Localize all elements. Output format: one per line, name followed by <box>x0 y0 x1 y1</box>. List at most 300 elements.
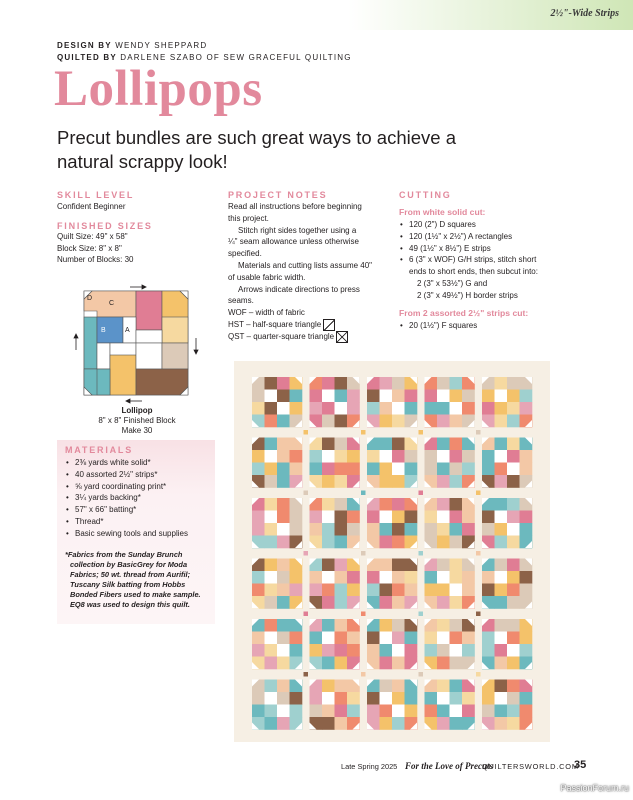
cutting-section <box>399 190 599 331</box>
quilt-cornerstone <box>361 551 366 556</box>
quilt-patch <box>277 475 290 488</box>
quilt-patch <box>347 463 360 476</box>
quilt-patch <box>322 584 335 597</box>
quilt-patch <box>322 390 335 403</box>
quilt-patch <box>482 692 495 705</box>
quilt-patch <box>290 511 303 524</box>
quilt-patch <box>310 584 323 597</box>
quilt-patch <box>380 680 393 693</box>
quilt-patch <box>265 475 278 488</box>
block-label-c: C <box>109 300 115 307</box>
quilt-patch <box>495 498 508 511</box>
quilt-patch <box>265 571 278 584</box>
materials-list <box>65 457 207 540</box>
quilt-patch <box>495 680 508 693</box>
quilt-patch <box>322 450 335 463</box>
quilt-patch <box>425 390 438 403</box>
quilt-patch <box>450 523 463 536</box>
quilt-block <box>425 680 475 730</box>
quilt-cornerstone <box>476 612 481 617</box>
quilt-patch <box>520 402 533 415</box>
quilt-patch <box>462 463 475 476</box>
quilt-patch <box>335 415 348 428</box>
quilt-patch <box>290 705 303 718</box>
notes-line <box>228 319 388 331</box>
quilt-patch <box>277 596 290 609</box>
quilt-patch <box>252 523 265 536</box>
quilt-patch <box>507 390 520 403</box>
quilt-patch <box>347 571 360 584</box>
quilt-patch <box>380 559 393 572</box>
quilt-patch <box>425 511 438 524</box>
quilt-patch <box>482 523 495 536</box>
quilt-block <box>310 680 360 730</box>
block-name: Lollipop <box>121 406 153 415</box>
quilt-patch <box>450 463 463 476</box>
quilt-patch <box>277 657 290 670</box>
quilt-block <box>252 438 302 488</box>
footer-issue: Late Spring 2025 <box>341 762 398 771</box>
left-column <box>57 190 217 266</box>
quilt-patch <box>392 536 405 549</box>
quilt-cornerstone <box>476 672 481 677</box>
quilt-patch <box>425 644 438 657</box>
quilt-patch <box>367 632 380 645</box>
quilt-patch <box>520 571 533 584</box>
quilt-patch <box>507 559 520 572</box>
quilt-block <box>252 377 302 427</box>
skill-value: Confident Beginner <box>57 202 126 211</box>
quilt-label: QUILTED BY <box>57 53 117 62</box>
quilt-patch <box>437 717 450 730</box>
quilt-patch <box>335 438 348 451</box>
quilt-patch <box>437 377 450 390</box>
quilt-patch <box>290 644 303 657</box>
quilt-patch <box>462 523 475 536</box>
quilt-patch <box>277 415 290 428</box>
quilt-patch <box>277 523 290 536</box>
quilt-patch <box>322 536 335 549</box>
quilt-patch <box>265 438 278 451</box>
quilt-patch <box>310 632 323 645</box>
quilt-patch <box>322 717 335 730</box>
quilt-patch <box>437 584 450 597</box>
quilt-patch <box>367 450 380 463</box>
quilt-block <box>252 680 302 730</box>
quilt-cornerstone <box>304 612 309 617</box>
quilt-cornerstone <box>304 551 309 556</box>
quilt-patch <box>252 402 265 415</box>
quilt-patch <box>265 498 278 511</box>
quilt-patch <box>367 644 380 657</box>
quilt-patch <box>367 705 380 718</box>
quilt-cornerstone <box>419 551 424 556</box>
quilt-patch <box>265 511 278 524</box>
quilt-patch <box>380 390 393 403</box>
quilt-cornerstone <box>304 672 309 677</box>
quilt-patch <box>507 438 520 451</box>
quilt-patch <box>322 463 335 476</box>
page-title: Lollipops <box>54 61 263 117</box>
quilt-patch <box>335 498 348 511</box>
quilt-patch <box>380 402 393 415</box>
quilt-patch <box>265 450 278 463</box>
quilt-patch <box>265 584 278 597</box>
quilt-patch <box>335 390 348 403</box>
quilt-cornerstone <box>476 430 481 435</box>
quilt-patch <box>335 559 348 572</box>
quilt-patch <box>507 596 520 609</box>
note-line: Tuscany Silk batting from Hobbs <box>70 579 186 589</box>
quilt-patch <box>392 415 405 428</box>
quilt-patch <box>367 511 380 524</box>
quilt-patch <box>367 402 380 415</box>
quilt-patch <box>392 438 405 451</box>
quilt-patch <box>482 644 495 657</box>
quilt-patch <box>437 680 450 693</box>
quilt-patch <box>310 571 323 584</box>
cut-item: • 20 (1½") F squares <box>399 320 599 332</box>
notes-line: Read all instructions before beginning <box>228 202 362 211</box>
quilt-patch <box>482 390 495 403</box>
quilt-patch <box>425 571 438 584</box>
quilt-patch <box>277 402 290 415</box>
quilt-patch <box>335 657 348 670</box>
quilt-patch <box>450 438 463 451</box>
quilt-patch <box>277 390 290 403</box>
section-tag: 2½"-Wide Strips <box>550 8 619 19</box>
quilt-patch <box>310 511 323 524</box>
quilt-patch <box>405 632 418 645</box>
quilt-patch <box>322 705 335 718</box>
quilt-patch <box>520 523 533 536</box>
quilt-patch <box>507 644 520 657</box>
quilt-patch <box>265 680 278 693</box>
material-item: • 40 assorted 2½" strips* <box>65 469 207 481</box>
quilt-patch <box>392 644 405 657</box>
material-item: • ⅝ yard coordinating print* <box>65 481 207 493</box>
quilt-patch <box>495 571 508 584</box>
quilt-patch <box>380 619 393 632</box>
quilt-patch <box>252 511 265 524</box>
quilt-patch <box>450 596 463 609</box>
quilt-cornerstone <box>361 672 366 677</box>
quilt-patch <box>450 475 463 488</box>
cut-item: • 120 (2") D squares <box>399 219 599 231</box>
material-item: • 2⅜ yards white solid* <box>65 457 207 469</box>
quilt-patch <box>322 475 335 488</box>
quilt-patch <box>392 475 405 488</box>
quilt-patch <box>347 390 360 403</box>
quilt-patch <box>482 511 495 524</box>
block-caption <box>57 406 217 436</box>
quilt-block <box>310 559 360 609</box>
quilt-patch <box>335 644 348 657</box>
quilt-patch <box>335 536 348 549</box>
notes-line: Materials and cutting lists assume 40" <box>238 260 373 270</box>
quilt-patch <box>482 705 495 718</box>
quilt-patch <box>335 619 348 632</box>
quilt-patch <box>495 402 508 415</box>
quilt-patch <box>310 523 323 536</box>
quilt-patch <box>265 632 278 645</box>
quilt-patch <box>290 632 303 645</box>
quilt-patch <box>437 463 450 476</box>
material-item: • Basic sewing tools and supplies <box>65 528 207 540</box>
quilt-cornerstone <box>419 672 424 677</box>
cut-sub-item: 2 (3" x 53½") G and <box>417 278 488 288</box>
quilt-patch <box>437 498 450 511</box>
quilt-patch <box>310 705 323 718</box>
quilt-patch <box>507 571 520 584</box>
quilt-patch <box>450 511 463 524</box>
quilt-patch <box>437 511 450 524</box>
quilt-patch <box>437 559 450 572</box>
quilt-patch <box>277 377 290 390</box>
quilt-block <box>310 619 360 669</box>
quilt-patch <box>450 498 463 511</box>
quilt-patch <box>252 450 265 463</box>
quilt-patch <box>425 692 438 705</box>
quilt-patch <box>290 523 303 536</box>
quilt-patch <box>322 523 335 536</box>
quilt-patch <box>335 377 348 390</box>
quilt-patch <box>380 584 393 597</box>
quilt-patch <box>380 463 393 476</box>
quilt-patch <box>277 619 290 632</box>
quilt-block <box>367 498 417 548</box>
quilt-patch <box>405 571 418 584</box>
quilt-patch <box>335 571 348 584</box>
quilt-cornerstone <box>419 491 424 496</box>
notes-line <box>228 331 388 343</box>
quilt-patch <box>462 402 475 415</box>
note-line: Fabrics; 50 wt. thread from Aurifil; <box>70 569 191 579</box>
quilt-patch <box>290 463 303 476</box>
strips-cut-heading: From 2 assorted 2½" strips cut: <box>399 307 529 318</box>
quilt-patch <box>392 402 405 415</box>
quilt-block <box>425 559 475 609</box>
quilt-patch <box>450 619 463 632</box>
quilt-patch <box>405 402 418 415</box>
quilt-patch <box>380 644 393 657</box>
quilt-patch <box>367 571 380 584</box>
quilt-block <box>252 619 302 669</box>
material-item: • Thread* <box>65 516 207 528</box>
quilt-cornerstone <box>304 491 309 496</box>
quilt-patch <box>507 402 520 415</box>
materials-heading: MATERIALS <box>65 445 134 455</box>
designer-name: WENDY SHEPPARD <box>115 41 208 50</box>
quilt-patch <box>482 463 495 476</box>
hst-text: HST – half-square triangle <box>228 320 322 330</box>
quilt-patch <box>380 657 393 670</box>
quilt-patch <box>265 559 278 572</box>
block-label-a: A <box>125 327 130 334</box>
quilt-patch <box>367 463 380 476</box>
block-label-b: B <box>101 327 106 334</box>
quilt-patch <box>335 692 348 705</box>
quilt-patch <box>310 402 323 415</box>
quilt-patch <box>392 511 405 524</box>
quilt-block <box>252 559 302 609</box>
quilt-patch <box>322 657 335 670</box>
quilt-patch <box>437 705 450 718</box>
cut-item-cont: ends to short ends, then subcut into: <box>409 267 538 277</box>
quilt-patch <box>277 571 290 584</box>
quilt-patch <box>310 644 323 657</box>
quilt-patch <box>392 390 405 403</box>
quilt-patch <box>347 450 360 463</box>
quilt-patch <box>462 644 475 657</box>
quilt-patch <box>437 596 450 609</box>
quilt-patch <box>380 571 393 584</box>
quilt-patch <box>347 644 360 657</box>
quilt-patch <box>322 680 335 693</box>
quilt-patch <box>347 511 360 524</box>
quilt-block <box>482 498 532 548</box>
block-size: 8" x 8" Finished Block <box>98 416 176 425</box>
quilt-patch <box>450 571 463 584</box>
page-number: 35 <box>574 759 587 771</box>
quilt-patch <box>277 450 290 463</box>
quilt-patch <box>520 450 533 463</box>
quilt-patch <box>450 390 463 403</box>
quilt-patch <box>462 705 475 718</box>
quilt-patch <box>392 377 405 390</box>
quilt-patch <box>347 705 360 718</box>
quilt-patch <box>277 584 290 597</box>
footer-magazine: For the Love of Precuts <box>405 761 493 771</box>
quilt-block <box>252 498 302 548</box>
quilt-patch <box>437 536 450 549</box>
quilt-patch <box>437 619 450 632</box>
quilt-patch <box>265 377 278 390</box>
notes-line: specified. <box>228 249 262 259</box>
quilt-patch <box>507 463 520 476</box>
quilt-patch <box>482 632 495 645</box>
quilt-patch <box>252 463 265 476</box>
quilt-patch <box>495 475 508 488</box>
size-line: Block Size: 8" x 8" <box>57 243 122 253</box>
quilt-patch <box>405 644 418 657</box>
quilt-patch <box>322 402 335 415</box>
quilt-patch <box>437 475 450 488</box>
quilt-patch <box>507 717 520 730</box>
quilt-patch <box>520 390 533 403</box>
quilt-patch <box>425 584 438 597</box>
quilt-patch <box>450 536 463 549</box>
quilt-patch <box>392 498 405 511</box>
quilt-patch <box>367 692 380 705</box>
quilt-patch <box>462 584 475 597</box>
quilt-patch <box>507 523 520 536</box>
quilt-patch <box>322 377 335 390</box>
quilt-patch <box>405 692 418 705</box>
quilt-patch <box>265 415 278 428</box>
quilt-patch <box>392 692 405 705</box>
strips-cut-list <box>399 320 599 332</box>
quilt-cornerstone <box>361 430 366 435</box>
quilt-patch <box>495 523 508 536</box>
quilt-patch <box>495 584 508 597</box>
quilt-patch <box>507 536 520 549</box>
quilt-patch <box>392 717 405 730</box>
quilt-patch <box>392 596 405 609</box>
quilt-patch <box>450 632 463 645</box>
notes-line: Arrows indicate directions to press <box>238 284 360 294</box>
quilt-cornerstone <box>304 430 309 435</box>
quilt-patch <box>450 680 463 693</box>
quilt-patch <box>425 402 438 415</box>
quilt-patch <box>277 438 290 451</box>
quilt-patch <box>290 584 303 597</box>
quilt-patch <box>392 632 405 645</box>
quilt-patch <box>437 438 450 451</box>
quilt-patch <box>462 390 475 403</box>
quilt-patch <box>277 559 290 572</box>
quilt-patch <box>392 559 405 572</box>
quilt-patch <box>462 450 475 463</box>
quilt-patch <box>380 377 393 390</box>
quilt-patch <box>405 463 418 476</box>
design-label: DESIGN BY <box>57 41 112 50</box>
materials-note <box>65 550 207 610</box>
quilt-patch <box>495 438 508 451</box>
block-count: Make 30 <box>121 426 153 435</box>
watermark: PassionForum.ru <box>560 783 629 793</box>
quilt-patch <box>450 559 463 572</box>
quilt-patch <box>425 463 438 476</box>
quilt-patch <box>380 632 393 645</box>
quilt-block <box>482 619 532 669</box>
quilt-patch <box>450 717 463 730</box>
qst-icon <box>336 331 348 343</box>
quilt-patch <box>507 705 520 718</box>
quilt-block <box>367 377 417 427</box>
quilt-patch <box>322 571 335 584</box>
quilt-photo <box>234 361 550 742</box>
quilt-patch <box>380 705 393 718</box>
quilt-patch <box>277 463 290 476</box>
quilt-patch <box>437 692 450 705</box>
quilt-patch <box>520 644 533 657</box>
quilt-block <box>367 619 417 669</box>
quilt-patch <box>265 657 278 670</box>
notes-line: seams. <box>228 296 254 306</box>
quilt-patch <box>335 463 348 476</box>
quilt-patch <box>507 377 520 390</box>
quilt-patch <box>277 536 290 549</box>
quilt-patch <box>380 523 393 536</box>
quilt-patch <box>392 680 405 693</box>
quilt-cornerstone <box>476 491 481 496</box>
quilt-block <box>310 438 360 488</box>
material-item: • 57" x 66" batting* <box>65 504 207 516</box>
quilt-patch <box>392 584 405 597</box>
quilt-block <box>310 377 360 427</box>
quilt-patch <box>380 498 393 511</box>
quilt-patch <box>507 498 520 511</box>
quilt-patch <box>380 475 393 488</box>
quilt-patch <box>520 463 533 476</box>
quilt-patch <box>277 511 290 524</box>
quilt-patch <box>495 511 508 524</box>
quilt-patch <box>347 692 360 705</box>
footer-site: QUILTERSWORLD.COM <box>482 762 579 771</box>
quilt-patch <box>495 415 508 428</box>
quilt-patch <box>380 536 393 549</box>
